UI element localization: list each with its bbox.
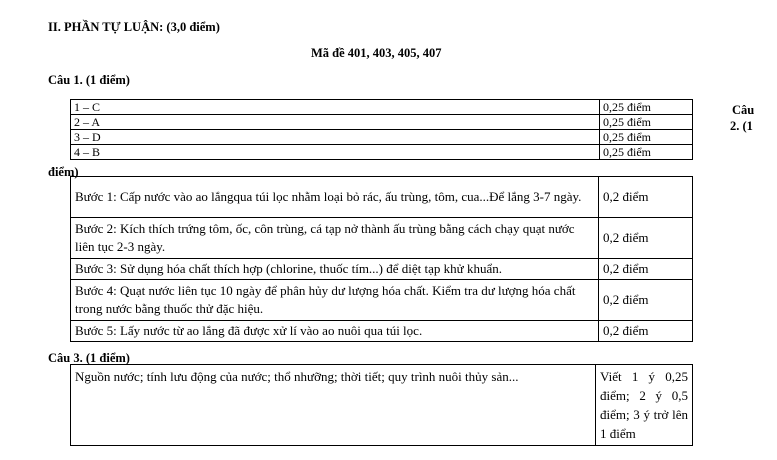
answer-cell: 1 – C (71, 100, 600, 115)
q1-answer-table (70, 99, 693, 160)
score-cell: 0,25 điểm (600, 145, 693, 160)
q3-heading: Câu 3. (1 điểm) (48, 351, 130, 365)
step-cell: Bước 1: Cấp nước vào ao lắngqua túi lọc nhằm loại bỏ rác, ấu trùng, tôm, cua...Để lắng 3-7 ngày. (71, 177, 599, 218)
answer-cell: 2 – A (71, 115, 600, 130)
q1-heading: Câu 1. (1 điểm) (48, 73, 130, 87)
score-cell: 0,2 điểm (599, 177, 693, 218)
table-row (71, 218, 693, 259)
answer-cell: 4 – B (71, 145, 600, 160)
step-cell: Bước 5: Lấy nước từ ao lắng đã được xử lí vào ao nuôi qua túi lọc. (71, 321, 599, 342)
table-row (71, 115, 693, 130)
q2-heading-part3: điểm) (48, 165, 79, 179)
step-cell: Bước 4: Quạt nước liên tục 10 ngày để phân hủy dư lượng hóa chất. Kiểm tra dư lượng hóa chất trong nước bằng thuốc thử đặc hiệu. (71, 280, 599, 321)
score-cell: 0,25 điểm (600, 115, 693, 130)
table-row (71, 365, 693, 446)
score-cell: 0,2 điểm (599, 259, 693, 280)
table-row (71, 177, 693, 218)
exam-codes: Mã đề 401, 403, 405, 407 (311, 46, 442, 60)
score-cell: Viết 1 ý 0,25 điểm; 2 ý 0,5 điểm; 3 ý trở lên 1 điểm (596, 365, 693, 446)
score-cell: 0,2 điểm (599, 218, 693, 259)
table-row (71, 130, 693, 145)
step-cell: Bước 3: Sử dụng hóa chất thích hợp (chlorine, thuốc tím...) để diệt tạp khử khuẩn. (71, 259, 599, 280)
q2-heading-part2: 2. (1 (730, 119, 753, 133)
table-row (71, 259, 693, 280)
q2-steps-table (70, 176, 693, 342)
score-cell: 0,25 điểm (600, 130, 693, 145)
table-row (71, 145, 693, 160)
table-row (71, 280, 693, 321)
answer-cell: Nguồn nước; tính lưu động của nước; thổ nhưỡng; thời tiết; quy trình nuôi thủy sản... (71, 365, 596, 446)
score-cell: 0,2 điểm (599, 321, 693, 342)
answer-cell: 3 – D (71, 130, 600, 145)
score-cell: 0,2 điểm (599, 280, 693, 321)
step-cell: Bước 2: Kích thích trứng tôm, ốc, côn trùng, cá tạp nở thành ấu trùng bằng cách chạy quạt nước liên tục 2-3 ngày. (71, 218, 599, 259)
table-row (71, 100, 693, 115)
q2-heading-part1: Câu (732, 103, 755, 117)
score-cell: 0,25 điểm (600, 100, 693, 115)
q3-table (70, 364, 693, 446)
table-row (71, 321, 693, 342)
section-title: II. PHẦN TỰ LUẬN: (3,0 điểm) (48, 20, 220, 34)
